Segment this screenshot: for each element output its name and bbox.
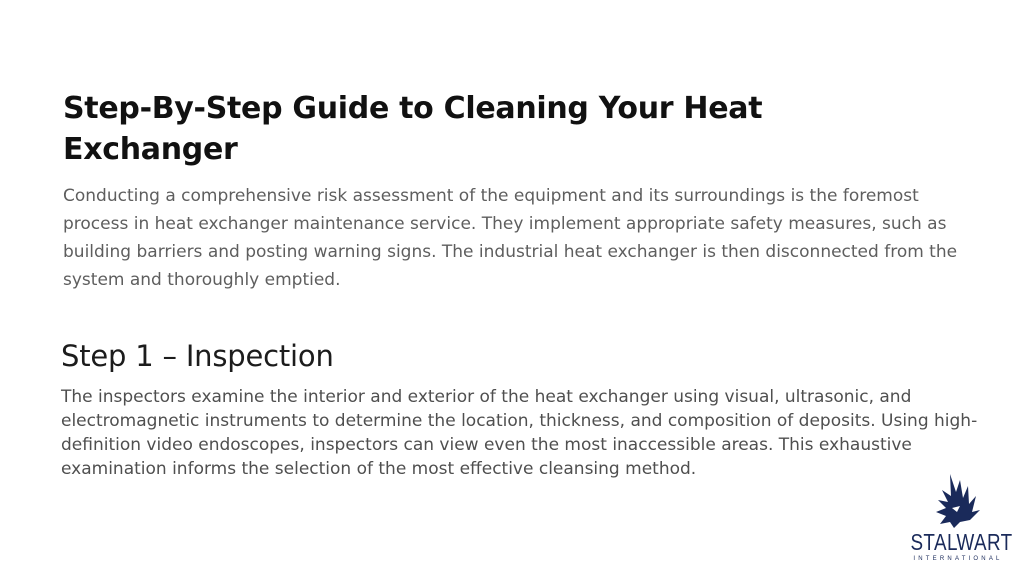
step-body-paragraph: The inspectors examine the interior and exterior of the heat exchanger using visual, ultrasonic, and electromagnetic instruments to determine the location, thickness, and composition of deposits. Using high-definition video endoscopes, inspectors can view even the most inaccessible areas. This exhaustive examination informs the selection of the most effective cleansing method.	[61, 387, 978, 479]
step-heading: Step 1 – Inspection	[61, 339, 334, 373]
company-logo	[900, 472, 1016, 566]
intro-paragraph: Conducting a comprehensive risk assessment of the equipment and its surroundings is the foremost process in heat exchanger maintenance service. They implement appropriate safety measures, such as building barriers and posting warning signs. The industrial heat exchanger is then disconnected from the system and thoroughly emptied.	[63, 186, 958, 290]
eagle-icon	[930, 472, 986, 530]
logo-subtitle: INTERNATIONAL	[913, 556, 1003, 562]
logo-name: STALWART	[910, 529, 1013, 555]
slide-title: Step-By-Step Guide to Cleaning Your Heat Exchanger	[63, 91, 763, 167]
